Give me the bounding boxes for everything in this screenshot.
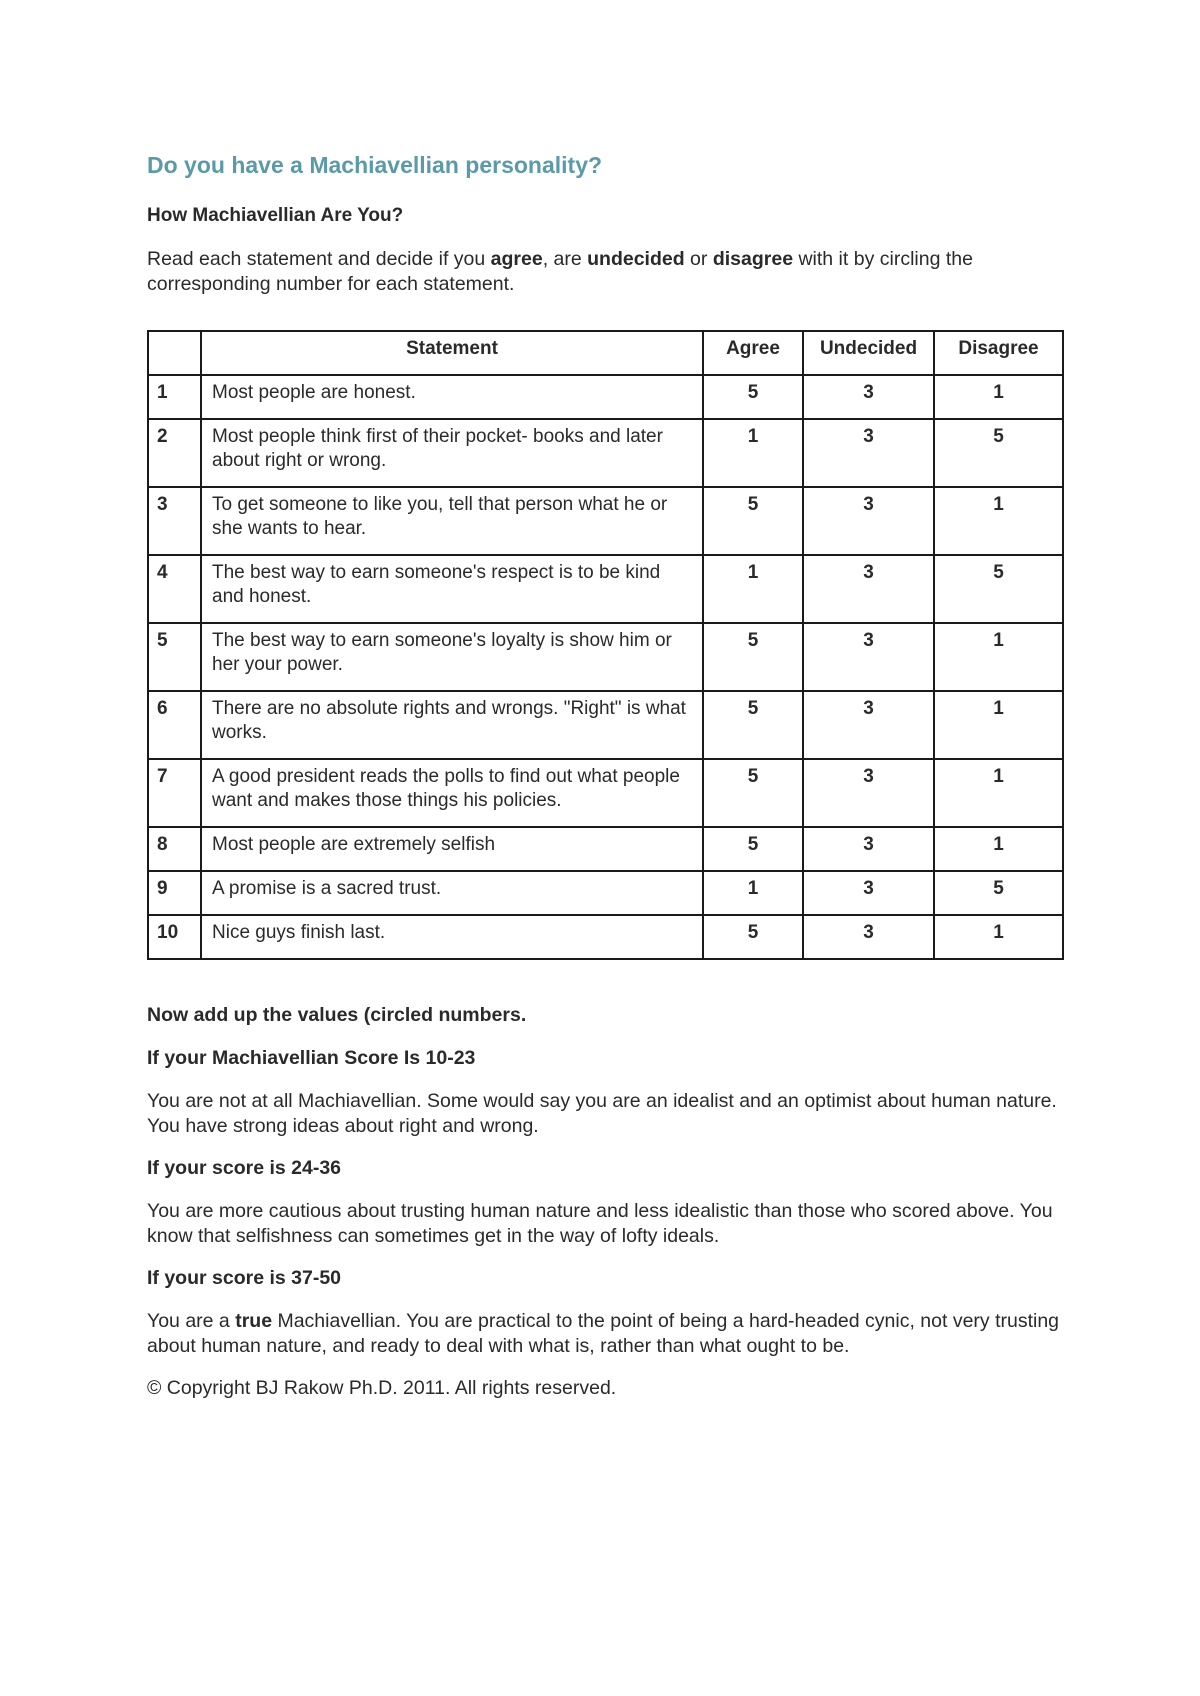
header-undecided: Undecided (803, 331, 934, 375)
undecided-value[interactable]: 3 (803, 555, 934, 623)
instructions-text: with it by circling the corresponding number for each statement. (147, 248, 973, 295)
row-number: 3 (148, 487, 201, 555)
row-number: 10 (148, 915, 201, 959)
table-row (148, 419, 1063, 487)
undecided-value[interactable]: 3 (803, 419, 934, 487)
disagree-value[interactable]: 1 (934, 915, 1063, 959)
disagree-value[interactable]: 1 (934, 691, 1063, 759)
score-range-1-text: You are not at all Machiavellian. Some would say you are an idealist and an optimist about human nature. You have strong ideas about right and wrong. (147, 1090, 1057, 1137)
score-range-2-text: You are more cautious about trusting human nature and less idealistic than those who scored above. You know that selfishness can sometimes get in the way of lofty ideals. (147, 1200, 1053, 1247)
row-number: 9 (148, 871, 201, 915)
undecided-value[interactable]: 3 (803, 691, 934, 759)
disagree-value[interactable]: 5 (934, 555, 1063, 623)
instructions-text: or (684, 248, 713, 270)
row-statement: Most people think first of their pocket- books and later about right or wrong. (201, 419, 703, 487)
document-title: Do you have a Machiavellian personality? (147, 152, 603, 178)
table-row (148, 915, 1063, 959)
table-row (148, 827, 1063, 871)
instructions-disagree: disagree (712, 248, 794, 270)
score-range-2-heading: If your score is 24-36 (147, 1157, 342, 1179)
table-row (148, 871, 1063, 915)
instructions-text: Read each statement and decide if you (147, 248, 491, 270)
row-number: 2 (148, 419, 201, 487)
disagree-value[interactable]: 5 (934, 419, 1063, 487)
score-range-3-heading: If your score is 37-50 (147, 1267, 342, 1289)
row-statement: Most people are extremely selfish (201, 827, 703, 871)
undecided-value[interactable]: 3 (803, 827, 934, 871)
agree-value[interactable]: 5 (703, 827, 803, 871)
row-statement: The best way to earn someone's respect is to be kind and honest. (201, 555, 703, 623)
agree-value[interactable]: 5 (703, 623, 803, 691)
range-3-text-part: Machiavellian. You are practical to the point of being a hard-headed cynic, not very trusting about human nature, and ready to deal with what is, rather than what ought to be. (147, 1310, 1060, 1357)
row-statement: Most people are honest. (201, 375, 703, 419)
disagree-value[interactable]: 1 (934, 759, 1063, 827)
score-range-1-heading: If your Machiavellian Score Is 10-23 (147, 1047, 476, 1069)
row-number: 4 (148, 555, 201, 623)
agree-value[interactable]: 5 (703, 691, 803, 759)
row-statement: A good president reads the polls to find out what people want and makes those things his policies. (201, 759, 703, 827)
table-row (148, 623, 1063, 691)
row-statement: A promise is a sacred trust. (201, 871, 703, 915)
agree-value[interactable]: 5 (703, 759, 803, 827)
row-statement: Nice guys finish last. (201, 915, 703, 959)
table-row (148, 759, 1063, 827)
undecided-value[interactable]: 3 (803, 915, 934, 959)
table-row (148, 375, 1063, 419)
undecided-value[interactable]: 3 (803, 623, 934, 691)
document-subtitle: How Machiavellian Are You? (147, 205, 404, 226)
copyright-notice: © Copyright BJ Rakow Ph.D. 2011. All rights reserved. (147, 1377, 617, 1399)
row-statement: The best way to earn someone's loyalty is show him or her your power. (201, 623, 703, 691)
agree-value[interactable]: 5 (703, 375, 803, 419)
undecided-value[interactable]: 3 (803, 759, 934, 827)
range-3-text-part: You are a (147, 1310, 236, 1332)
instructions-agree: agree (490, 248, 543, 270)
instructions-text: , are (542, 248, 588, 270)
table-header-row (148, 331, 1063, 375)
undecided-value[interactable]: 3 (803, 487, 934, 555)
document-page (147, 150, 1062, 1401)
disagree-value[interactable]: 1 (934, 487, 1063, 555)
row-statement: There are no absolute rights and wrongs. "Right" is what works. (201, 691, 703, 759)
score-range-3-text (147, 1309, 1062, 1359)
disagree-value[interactable]: 1 (934, 375, 1063, 419)
agree-value[interactable]: 1 (703, 871, 803, 915)
add-up-instruction: Now add up the values (circled numbers. (147, 1004, 527, 1026)
row-number: 5 (148, 623, 201, 691)
agree-value[interactable]: 1 (703, 419, 803, 487)
agree-value[interactable]: 1 (703, 555, 803, 623)
instructions-undecided: undecided (587, 248, 685, 270)
disagree-value[interactable]: 5 (934, 871, 1063, 915)
table-row (148, 487, 1063, 555)
agree-value[interactable]: 5 (703, 487, 803, 555)
statements-table (147, 330, 1064, 960)
row-number: 8 (148, 827, 201, 871)
range-3-text-bold: true (235, 1310, 273, 1332)
header-number (148, 331, 201, 375)
results-section (147, 1003, 1062, 1401)
agree-value[interactable]: 5 (703, 915, 803, 959)
instructions-paragraph (147, 247, 1062, 297)
undecided-value[interactable]: 3 (803, 871, 934, 915)
table-row (148, 691, 1063, 759)
header-agree: Agree (703, 331, 803, 375)
row-number: 7 (148, 759, 201, 827)
disagree-value[interactable]: 1 (934, 623, 1063, 691)
header-disagree: Disagree (934, 331, 1063, 375)
row-number: 1 (148, 375, 201, 419)
disagree-value[interactable]: 1 (934, 827, 1063, 871)
table-row (148, 555, 1063, 623)
row-statement: To get someone to like you, tell that person what he or she wants to hear. (201, 487, 703, 555)
row-number: 6 (148, 691, 201, 759)
undecided-value[interactable]: 3 (803, 375, 934, 419)
header-statement: Statement (201, 331, 703, 375)
